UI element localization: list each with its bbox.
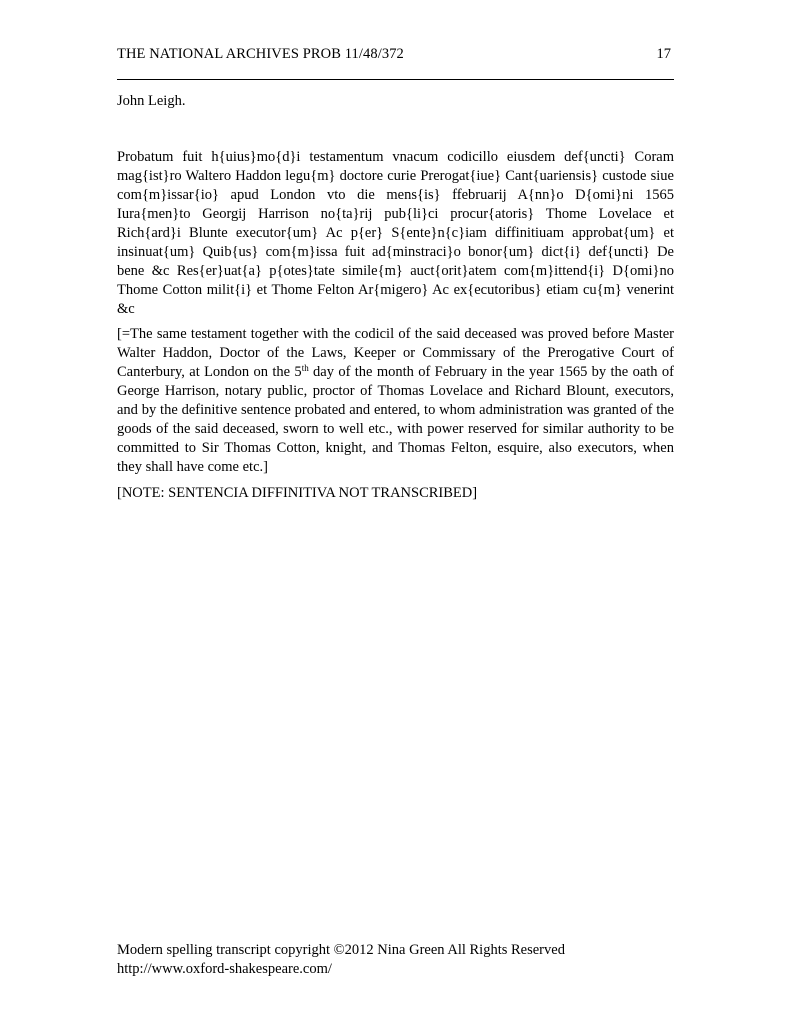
latin-probate-paragraph: Probatum fuit h{uius}mo{d}i testamentum vnacum codicillo eiusdem def{uncti} Coram mag{ist}ro Waltero Haddon legu{m} doctore curie Prerogat{iue} Cant{uariensis} custode siue com{m}issar{io} apud London vto die mens{is} ffebruarij A{nn}o D{omi}ni 1565 Iura{men}to Georgij Harrison no{ta}rij pub{li}ci procur{atoris} Thome Lovelace et Rich{ard}i Blunte executor{um} Ac p{er} S{ente}n{c}iam diffinitiuam approbat{um} et insinuat{um} Quib{us} com{m}issa fuit ad{minstraci}o bonor{um} dict{i} def{uncti} De bene &c Res{er}uat{a} p{otes}tate simile{m} auct{orit}atem com{m}ittend{i} D{omi}no Thome Cotton milit{i} et Thome Felton Ar{migero} Ac ex{ecutoribus} etiam cu{m} venerint &c bbox=[117, 149, 674, 317]
page-footer bbox=[117, 941, 565, 979]
footer-url[interactable]: http://www.oxford-shakespeare.com/ bbox=[117, 961, 332, 977]
header-title: THE NATIONAL ARCHIVES PROB 11/48/372 bbox=[117, 46, 404, 62]
translation-paragraph bbox=[117, 325, 674, 477]
testator-name: John Leigh. bbox=[117, 93, 186, 109]
ordinal-superscript: th bbox=[301, 363, 309, 373]
transcription-note: [NOTE: SENTENCIA DIFFINITIVA NOT TRANSCRIBED] bbox=[117, 485, 478, 501]
page-header bbox=[117, 46, 674, 66]
page-number: 17 bbox=[656, 46, 671, 62]
copyright-notice: Modern spelling transcript copyright ©2012 Nina Green All Rights Reserved bbox=[117, 942, 565, 958]
header-rule bbox=[117, 79, 674, 80]
translation-text-part1: [=The same testament together with the codicil of the said deceased was proved before Master Walter Haddon, Doctor of the Laws, Keeper or Commissary of the Prerogative Court of Canterbury, at London on the 5 bbox=[117, 326, 674, 380]
translation-text-part2: day of the month of February in the year 1565 by the oath of George Harrison, notary public, proctor of Thomas Lovelace and Richard Blount, executors, and by the definitive sentence probated and entered, to whom administration was granted of the goods of the said deceased, sworn to well etc., with power reserved for similar authority to be committed to Sir Thomas Cotton, knight, and Thomas Felton, esquire, also executors, when they shall have come etc.] bbox=[117, 364, 674, 475]
